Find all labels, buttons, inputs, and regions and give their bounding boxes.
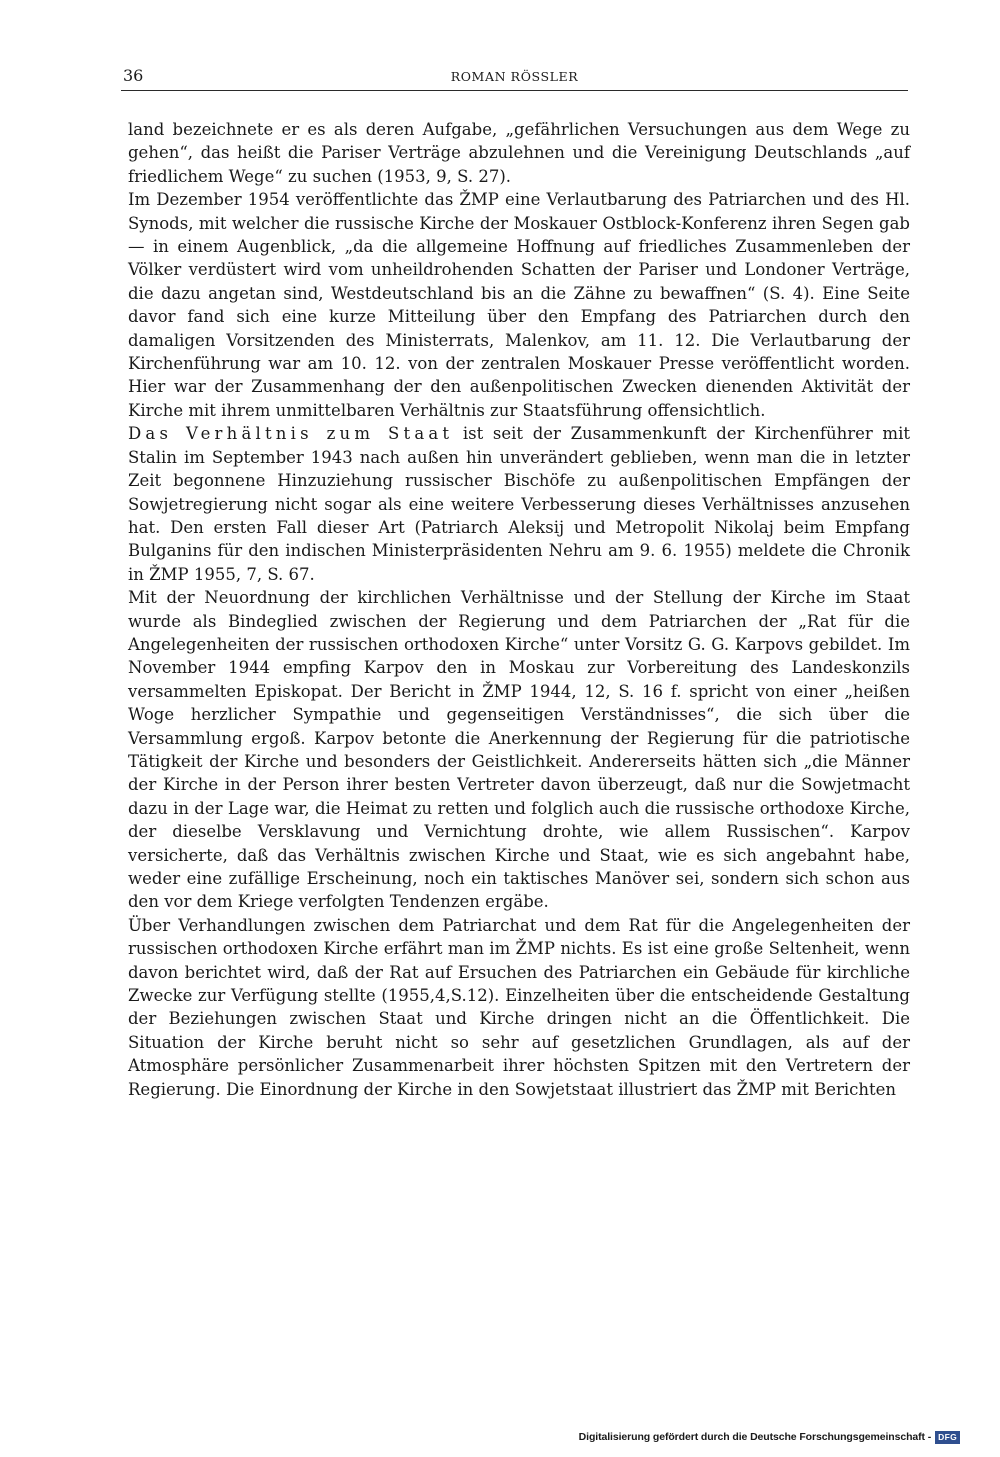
body-text (128, 118, 910, 1101)
paragraph-4: Mit der Neuordnung der kirchlichen Verhältnisse und der Stellung der Kirche im Staat wurde als Bindeglied zwischen der Regierung und dem Patriarchen der „Rat für die Angelegenheiten der russischen orthodoxen Kirche“ unter Vorsitz G. G. Karpovs gebildet. Im November 1944 empfing Karpov den in Moskau zur Vorbereitung des Landeskonzils versammelten Episkopat. Der Bericht in ŽMP 1944, 12, S. 16 f. spricht von einer „heißen Woge herzlicher Sympathie und gegenseitigen Verständnisses“, die sich über die Versammlung ergoß. Karpov betonte die Anerkennung der Regierung für die patriotische Tätigkeit der Kirche und besonders der Geistlichkeit. Andererseits hätten sich „die Männer der Kirche in der Person ihrer besten Vertreter davon überzeugt, daß nur die Sowjetmacht dazu in der Lage war, die Heimat zu retten und folglich auch die russische orthodoxe Kirche, der dieselbe Versklavung und Vernichtung drohte, wie allem Russischen“. Karpov versicherte, daß das Verhältnis zwischen Kirche und Staat, wie es sich angebahnt habe, weder eine zufällige Erscheinung, noch ein taktisches Manöver sei, sondern sich schon aus den vor dem Kriege verfolgten Tendenzen ergäbe. (128, 588, 910, 912)
section-keyword: Das Verhältnis zum Staat (128, 424, 454, 444)
paragraph-3 (128, 422, 910, 586)
credit-text: Digitalisierung gefördert durch die Deutsche Forschungsgemeinschaft - (578, 1431, 932, 1443)
paragraph-3-text: ist seit der Zusammenkunft der Kirchenführer mit Stalin im September 1943 nach außen hin unverändert geblieben, wenn man die in letzter Zeit begonnene Hinzuziehung russischer Bischöfe zu außenpolitischen Empfängen der Sowjetregierung nicht sogar als eine weitere Verbesserung dieses Verhältnisses anzusehen hat. Den ersten Fall dieser Art (Patriarch Aleksij und Metropolit Nikolaj beim Empfang Bulganins für den indischen Ministerpräsidenten Nehru am 9. 6. 1955) meldete die Chronik in ŽMP 1955, 7, S. 67. (128, 424, 910, 584)
dfg-logo-icon: DFG (935, 1431, 960, 1444)
running-head (121, 66, 908, 91)
paragraph-1: land bezeichnete er es als deren Aufgabe, „gefährlichen Versuchungen aus dem Wege zu gehen“, das heißt die Pariser Verträge abzulehnen und die Vereinigung Deutschlands „auf friedlichem Wege“ zu suchen (1953, 9, S. 27). (128, 120, 910, 186)
running-title: ROMAN RÖSSLER (450, 69, 579, 84)
paragraph-5: Über Verhandlungen zwischen dem Patriarchat und dem Rat für die Angelegenheiten der russischen orthodoxen Kirche erfährt man im ŽMP nichts. Es ist eine große Seltenheit, wenn davon berichtet wird, daß der Rat auf Ersuchen des Patriarchen ein Gebäude für kirchliche Zwecke zur Verfügung stellte (1955,4,S.12). Einzelheiten über die entscheidende Gestaltung der Beziehungen zwischen Staat und Kirche dringen nicht an die Öffentlichkeit. Die Situation der Kirche beruht nicht so sehr auf gesetzlichen Grundlagen, als auf der Atmosphäre persönlicher Zusammenarbeit ihrer höchsten Spitzen mit den Vertretern der Regierung. Die Einordnung der Kirche in den Sowjetstaat illustriert das ŽMP mit Berichten (128, 915, 910, 1099)
digitization-credit (579, 1430, 960, 1444)
paragraph-2: Im Dezember 1954 veröffentlichte das ŽMP eine Verlautbarung des Patriarchen und des Hl. Synods, mit welcher die russische Kirche der Moskauer Ostblock-Konferenz ihren Segen gab — in einem Augenblick, „da die allgemeine Hoffnung auf friedliches Zusammenleben der Völker verdüstert wird vom unheildrohenden Schatten der Pariser und Londoner Verträge, die dazu angetan sind, Westdeutschland bis an die Zähne zu bewaffnen“ (S. 4). Eine Seite davor fand sich eine kurze Mitteilung über den Empfang des Patriarchen durch den damaligen Vorsitzenden des Ministerrats, Malenkov, am 11. 12. Die Verlautbarung der Kirchenführung war am 10. 12. von der zentralen Moskauer Presse veröffentlicht worden. Hier war der Zusammenhang der den außenpolitischen Zwecken dienenden Aktivität der Kirche mit ihrem unmittelbaren Verhältnis zur Staatsführung offensichtlich. (128, 190, 910, 420)
page-number: 36 (123, 66, 144, 85)
